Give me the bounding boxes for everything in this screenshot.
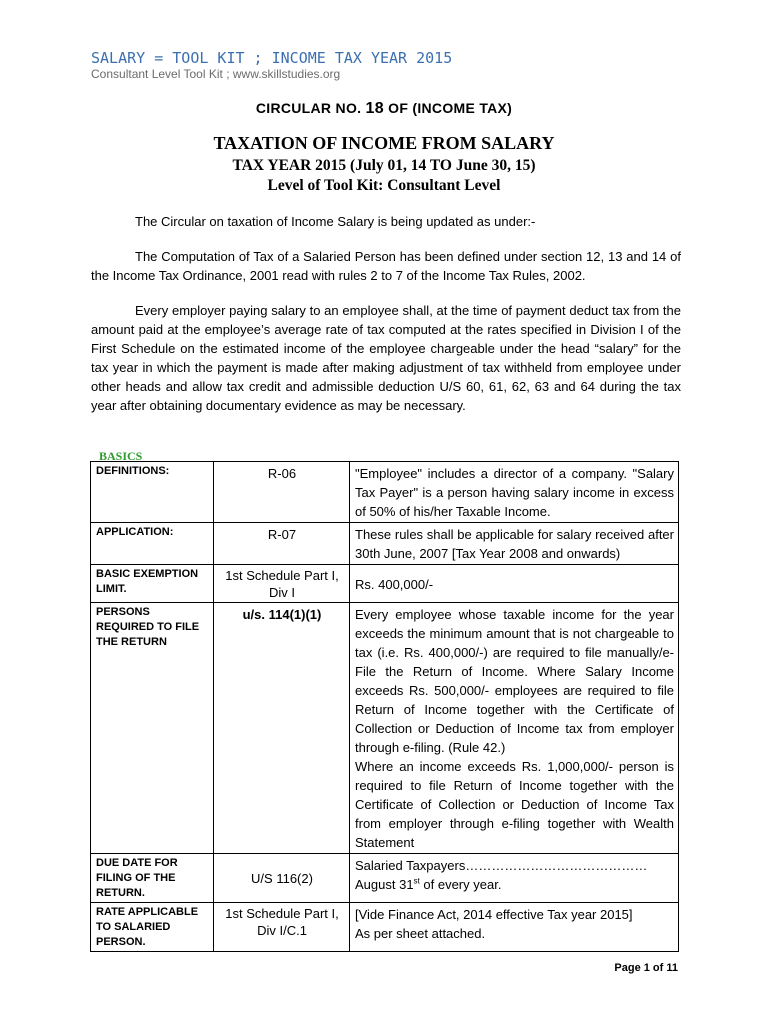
running-header-title: SALARY = TOOL KIT ; INCOME TAX YEAR 2015 bbox=[91, 49, 453, 67]
tool-kit-level-title: Level of Tool Kit: Consultant Level bbox=[267, 177, 501, 194]
circular-heading bbox=[0, 100, 768, 118]
reference-cell: 1st Schedule Part I, Div I bbox=[214, 565, 350, 603]
description-line: Salaried Taxpayers…………………………………… bbox=[355, 858, 648, 873]
basics-label: BASICS bbox=[99, 449, 143, 463]
description-cell bbox=[350, 903, 679, 952]
term-cell: APPLICATION: bbox=[91, 523, 214, 565]
table-row bbox=[91, 854, 679, 903]
table-row bbox=[91, 523, 679, 565]
description-cell: "Employee" includes a director of a company. "Salary Tax Payer" is a person having salary income in excess of 50% of his/her Taxable Income. bbox=[350, 462, 679, 523]
document-title: TAXATION OF INCOME FROM SALARY bbox=[213, 133, 555, 153]
computation-paragraph: The Computation of Tax of a Salaried Person has been defined under section 12, 13 and 14 of the Income Tax Ordinance, 2001 read with rules 2 to 7 of the Income Tax Rules, 2002. bbox=[91, 249, 681, 283]
circular-suffix: OF (INCOME TAX) bbox=[388, 100, 513, 116]
page-number: Page 1 of 11 bbox=[614, 962, 678, 974]
basics-table bbox=[90, 461, 679, 952]
employer-duty-paragraph: Every employer paying salary to an employee shall, at the time of payment deduct tax from the amount paid at the employee’s average rate of tax computed at the rates specified in Division I of the First Schedule on the estimated income of the employee chargeable under the head “salary” for the tax year in which the payment is made after making adjustment of tax withheld from employee under other heads and allow tax credit and admissible deduction U/S 60, 61, 62, 63 and 64 during the tax year after obtaining documentary evidence as may be necessary. bbox=[91, 303, 681, 413]
intro-paragraph: The Circular on taxation of Income Salary is being updated as under:- bbox=[135, 214, 536, 229]
table-row bbox=[91, 565, 679, 603]
table-row bbox=[91, 462, 679, 523]
due-date-prefix: August 31 bbox=[355, 877, 414, 892]
description-line: [Vide Finance Act, 2014 effective Tax year 2015] bbox=[355, 907, 633, 922]
reference-cell: u/s. 114(1)(1) bbox=[214, 603, 350, 854]
term-cell: RATE APPLICABLE TO SALARIED PERSON. bbox=[91, 903, 214, 952]
running-header-subtitle: Consultant Level Tool Kit ; www.skillstudies.org bbox=[91, 67, 341, 81]
tax-year-title: TAX YEAR 2015 (July 01, 14 TO June 30, 15) bbox=[232, 157, 536, 174]
reference-cell: R-07 bbox=[214, 523, 350, 565]
due-date-suffix: of every year. bbox=[419, 877, 502, 892]
description-line: Every employee whose taxable income for the year exceeds the minimum amount that is not chargeable to tax (i.e. Rs. 400,000/-) are required to file manually/e-File the Return of Income. Where Salary Income exceeds Rs. 500,000/- employees are required to file Return of Income together with the Certificate of Collection or Deduction of Income tax from employer through e-filing. (Rule 42.) bbox=[355, 607, 674, 755]
reference-cell: R-06 bbox=[214, 462, 350, 523]
table-row bbox=[91, 603, 679, 854]
term-cell: DEFINITIONS: bbox=[91, 462, 214, 523]
due-date-line bbox=[355, 875, 674, 894]
description-line: As per sheet attached. bbox=[355, 926, 486, 941]
circular-number: 18 bbox=[365, 100, 384, 117]
description-line: Where an income exceeds Rs. 1,000,000/- person is required to file Return of Income together with the Certificate of Collection or Deduction of Income Tax from employer through e-filing together with Wealth Statement bbox=[355, 759, 674, 850]
due-date-ordinal: st bbox=[413, 876, 420, 886]
description-cell bbox=[350, 603, 679, 854]
description-cell: These rules shall be applicable for salary received after 30th June, 2007 [Tax Year 2008 and onwards) bbox=[350, 523, 679, 565]
term-cell: DUE DATE FOR FILING OF THE RETURN. bbox=[91, 854, 214, 903]
table-row bbox=[91, 903, 679, 952]
reference-cell: U/S 116(2) bbox=[214, 854, 350, 903]
description-cell: Rs. 400,000/- bbox=[350, 565, 679, 603]
circular-prefix: CIRCULAR NO. bbox=[255, 100, 362, 116]
term-cell: PERSONS REQUIRED TO FILE THE RETURN bbox=[91, 603, 214, 854]
reference-cell: 1st Schedule Part I, Div I/C.1 bbox=[214, 903, 350, 952]
term-cell: BASIC EXEMPTION LIMIT. bbox=[91, 565, 214, 603]
description-cell bbox=[350, 854, 679, 903]
